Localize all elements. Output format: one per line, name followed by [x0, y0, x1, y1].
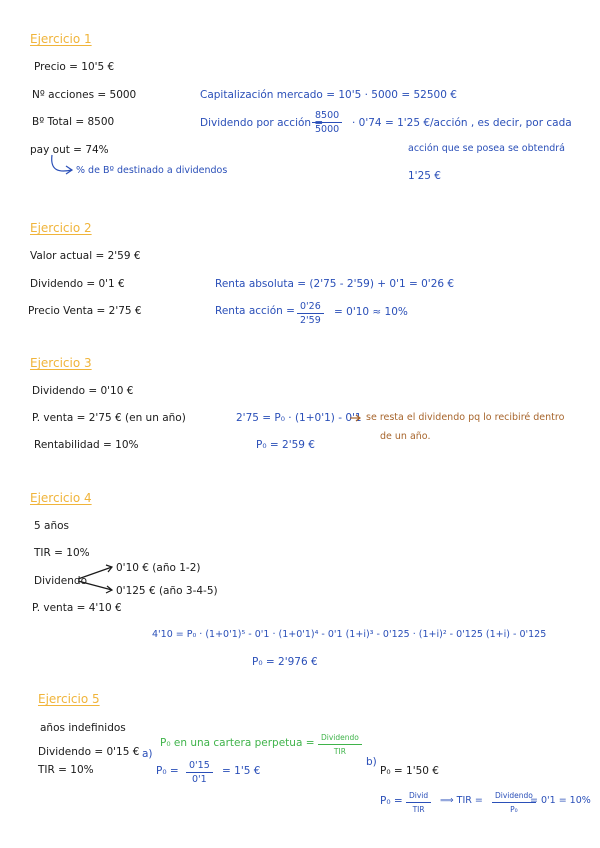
e4-dividendo-1: 0'10 € (año 1-2): [116, 562, 201, 574]
e1-payout-note: % de Bº destinado a dividendos: [76, 165, 228, 176]
e1-div-line3: 1'25 €: [408, 170, 441, 182]
e5-b2-num2: Dividendo: [492, 790, 536, 803]
e1-capitalizacion: Capitalización mercado = 10'5 · 5000 = 52500 €: [200, 89, 457, 101]
e4-result: P₀ = 2'976 €: [252, 656, 318, 668]
e3-note-line1: se resta el dividendo pq lo recibiré dentro: [366, 412, 565, 423]
e5-dividendo: Dividendo = 0'15 €: [38, 746, 140, 758]
e4-equation: 4'10 = P₀ · (1+0'1)⁵ - 0'1 · (1+0'1)⁴ - 0'1 (1+i)³ - 0'125 · (1+i)² - 0'125 (1+i) - 0'125: [152, 629, 547, 640]
e3-equation: 2'75 = P₀ · (1+0'1) - 0'1: [236, 412, 362, 424]
e5-part-a: a): [142, 748, 153, 760]
e5-b2-result: = 0'1 = 10%: [530, 795, 591, 806]
e5-part-b: b): [366, 756, 377, 768]
e2-venta: Precio Venta = 2'75 €: [28, 305, 142, 317]
e4-dividendo: Dividendo: [34, 575, 88, 587]
e5-b2-p0: P₀ =: [380, 795, 403, 807]
e1-div-rest: · 0'74 = 1'25 €/acción , es decir, por cada: [352, 117, 572, 129]
heading-ejercicio-1: Ejercicio 1: [30, 32, 92, 46]
e5-perpetua-label: P₀ en una cartera perpetua =: [160, 737, 315, 749]
e4-venta: P. venta = 4'10 €: [32, 602, 122, 614]
e2-renta-accion-label: Renta acción =: [215, 305, 295, 317]
e3-rentabilidad: Rentabilidad = 10%: [34, 439, 139, 451]
e4-anos: 5 años: [34, 520, 70, 532]
e1-div-den: 5000: [315, 124, 340, 135]
e2-renta-result: = 0'10 ≈ 10%: [334, 306, 408, 318]
dividend-lower-arrow-icon: [78, 581, 112, 590]
e4-tir: TIR = 10%: [34, 547, 90, 559]
e5-a-result: = 1'5 €: [222, 765, 261, 777]
e1-div-line2: acción que se posea se obtendrá: [408, 143, 565, 154]
heading-ejercicio-5: Ejercicio 5: [38, 692, 100, 706]
e5-a-num: 0'15: [186, 760, 213, 773]
e5-perpetua-den: TIR: [333, 747, 346, 756]
e1-payout: pay out = 74%: [30, 144, 109, 156]
e2-dividendo: Dividendo = 0'1 €: [30, 278, 125, 290]
e5-a-p0: P₀ =: [156, 765, 179, 777]
e1-acciones: Nº acciones = 5000: [32, 89, 137, 101]
e5-b2-arrow: ⟹ TIR =: [440, 795, 483, 806]
e1-div-num: 8500: [312, 110, 342, 123]
e2-renta-num: 0'26: [297, 301, 324, 314]
e5-b2-num: Divid: [406, 790, 431, 803]
e5-a-den: 0'1: [192, 774, 207, 785]
e3-venta: P. venta = 2'75 € (en un año): [32, 412, 186, 424]
e1-beneficio: Bº Total = 8500: [32, 116, 115, 128]
e1-div-label: Dividendo por acción =: [200, 117, 324, 129]
e1-precio: Precio = 10'5 €: [34, 61, 115, 73]
e5-perpetua-num: Dividendo: [318, 732, 362, 745]
e2-valor: Valor actual = 2'59 €: [30, 250, 141, 262]
heading-ejercicio-4: Ejercicio 4: [30, 491, 92, 505]
e3-result: P₀ = 2'59 €: [256, 439, 315, 451]
e4-dividendo-2: 0'125 € (año 3-4-5): [116, 585, 218, 597]
e5-b2-den2: P₀: [510, 805, 518, 814]
e3-dividendo: Dividendo = 0'10 €: [32, 385, 134, 397]
heading-ejercicio-3: Ejercicio 3: [30, 356, 92, 370]
e5-anos: años indefinidos: [40, 722, 126, 734]
e5-tir: TIR = 10%: [38, 764, 94, 776]
e5-b-p0: P₀ = 1'50 €: [380, 765, 439, 777]
heading-ejercicio-2: Ejercicio 2: [30, 221, 92, 235]
dividend-upper-arrow-icon: [78, 567, 112, 579]
e3-note-line2: de un año.: [380, 431, 431, 442]
e5-b2-den: TIR: [412, 805, 425, 814]
e2-renta-den: 2'59: [300, 315, 321, 326]
e2-renta-absoluta: Renta absoluta = (2'75 - 2'59) + 0'1 = 0'26 €: [215, 278, 455, 290]
